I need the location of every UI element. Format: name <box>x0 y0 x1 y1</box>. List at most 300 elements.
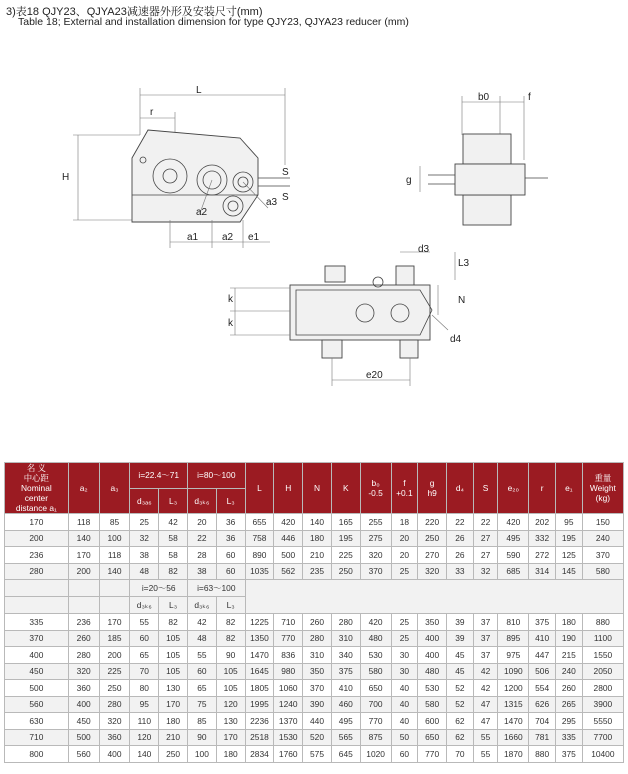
table-cell: 400 <box>418 630 447 647</box>
table-cell: 58 <box>159 530 188 547</box>
table-cell: 280 <box>68 647 99 664</box>
table-cell: 340 <box>331 647 360 664</box>
table-cell: 260 <box>303 614 332 631</box>
table-row <box>5 614 624 631</box>
table-cell: 270 <box>418 547 447 564</box>
sub-ratio-2: i=63～100 <box>187 580 245 597</box>
table-cell: 420 <box>274 514 303 531</box>
table-cell: 770 <box>360 713 391 730</box>
table-cell: 250 <box>418 530 447 547</box>
table-cell: 272 <box>529 547 556 564</box>
table-cell: 565 <box>331 729 360 746</box>
table-cell: 420 <box>360 614 391 631</box>
table-sub-header <box>5 580 624 614</box>
caption-chinese: 3)表18 QJY23、QJYA23减速器外形及安装尺寸(mm) <box>6 6 263 18</box>
table-cell: 120 <box>130 729 159 746</box>
table-cell: 140 <box>130 746 159 763</box>
table-cell: 118 <box>99 547 130 564</box>
table-cell: 895 <box>498 630 529 647</box>
header-weight: 重量 Weight (kg) <box>582 463 623 514</box>
table-cell: 530 <box>360 647 391 664</box>
table-cell: 170 <box>99 614 130 631</box>
label-S-upper: S <box>282 167 289 178</box>
table-cell: 800 <box>5 746 69 763</box>
header-a3: a₃ <box>99 463 130 514</box>
table-cell: 39 <box>447 614 474 631</box>
table-cell: 295 <box>555 713 582 730</box>
table-row <box>5 696 624 713</box>
label-b0: b0 <box>478 92 490 103</box>
table-cell: 20 <box>391 547 418 564</box>
table-cell: 25 <box>130 514 159 531</box>
table-cell: 280 <box>99 696 130 713</box>
label-S-lower: S <box>282 192 289 203</box>
table-cell: 480 <box>418 663 447 680</box>
table-cell: 85 <box>99 514 130 531</box>
table-row <box>5 680 624 697</box>
table-cell: 185 <box>99 630 130 647</box>
table-cell: 320 <box>360 547 391 564</box>
table-cell: 22 <box>447 514 474 531</box>
table-cell: 1470 <box>498 713 529 730</box>
label-d4: d4 <box>450 334 462 345</box>
table-cell: 1995 <box>245 696 274 713</box>
table-cell: 105 <box>216 680 245 697</box>
table-cell: 25 <box>391 563 418 580</box>
table-cell: 320 <box>68 663 99 680</box>
header-ratio-1: i=22.4～71 <box>130 463 188 489</box>
table-cell: 375 <box>555 746 582 763</box>
table-cell: 310 <box>331 630 360 647</box>
header-center-distance: 名 义 中心距 Nominal center distance a₁ <box>5 463 69 514</box>
table-cell: 125 <box>555 547 582 564</box>
table-cell: 275 <box>360 530 391 547</box>
table-cell: 1530 <box>274 729 303 746</box>
table-cell: 500 <box>68 729 99 746</box>
table-cell: 360 <box>68 680 99 697</box>
table-cell: 50 <box>391 729 418 746</box>
table-cell: 700 <box>360 696 391 713</box>
table-cell: 36 <box>216 530 245 547</box>
table-cell: 890 <box>245 547 274 564</box>
table-cell: 450 <box>68 713 99 730</box>
table-cell: 10400 <box>582 746 623 763</box>
table-cell: 225 <box>99 663 130 680</box>
table-cell: 375 <box>529 614 556 631</box>
table-cell: 7700 <box>582 729 623 746</box>
table-cell: 33 <box>447 563 474 580</box>
table-cell: 335 <box>555 729 582 746</box>
table-cell: 420 <box>498 514 529 531</box>
table-cell: 280 <box>5 563 69 580</box>
table-cell: 210 <box>303 547 332 564</box>
table-cell: 140 <box>303 514 332 531</box>
table-row <box>5 630 624 647</box>
table-cell: 650 <box>360 680 391 697</box>
label-a2: a2 <box>222 232 234 243</box>
table-cell: 85 <box>187 713 216 730</box>
sub-L3-b: L₃ <box>216 597 245 614</box>
header-d4: d₄ <box>447 463 474 514</box>
table-cell: 105 <box>159 630 188 647</box>
table-cell: 260 <box>555 680 582 697</box>
table-row <box>5 647 624 664</box>
table-cell: 170 <box>159 696 188 713</box>
table-cell: 704 <box>529 713 556 730</box>
table-cell: 42 <box>159 514 188 531</box>
header-d3-b: d₃ₖ₆ <box>187 488 216 514</box>
table-row <box>5 514 624 531</box>
table-cell: 370 <box>360 563 391 580</box>
table-cell: 60 <box>130 630 159 647</box>
table-cell: 30 <box>391 647 418 664</box>
table-cell: 65 <box>130 647 159 664</box>
table-cell: 170 <box>68 547 99 564</box>
table-cell: 1470 <box>245 647 274 664</box>
table-cell: 630 <box>5 713 69 730</box>
table-cell: 38 <box>187 563 216 580</box>
table-row <box>5 746 624 763</box>
table-cell: 560 <box>68 746 99 763</box>
table-cell: 55 <box>473 746 498 763</box>
table-cell: 220 <box>418 514 447 531</box>
label-a3-radial: a3 <box>266 197 278 208</box>
table-cell: 48 <box>130 563 159 580</box>
table-cell: 105 <box>216 663 245 680</box>
table-cell: 781 <box>529 729 556 746</box>
table-cell: 410 <box>331 680 360 697</box>
table-cell: 140 <box>68 530 99 547</box>
table-cell: 975 <box>498 647 529 664</box>
table-cell: 130 <box>159 680 188 697</box>
table-cell: 180 <box>303 530 332 547</box>
table-cell: 390 <box>303 696 332 713</box>
table-cell: 440 <box>303 713 332 730</box>
table-cell: 38 <box>130 547 159 564</box>
table-cell: 37 <box>473 630 498 647</box>
label-H: H <box>62 172 70 183</box>
table-cell: 95 <box>130 696 159 713</box>
table-cell: 562 <box>274 563 303 580</box>
table-cell: 495 <box>498 530 529 547</box>
table-cell: 650 <box>418 729 447 746</box>
table-cell: 500 <box>5 680 69 697</box>
table-cell: 575 <box>303 746 332 763</box>
table-cell: 500 <box>274 547 303 564</box>
table-cell: 370 <box>5 630 69 647</box>
table-cell: 27 <box>473 530 498 547</box>
table-cell: 560 <box>5 696 69 713</box>
table-cell: 1060 <box>274 680 303 697</box>
table-cell: 5550 <box>582 713 623 730</box>
table-cell: 480 <box>360 630 391 647</box>
table-cell: 810 <box>498 614 529 631</box>
header-r: r <box>529 463 556 514</box>
table-cell: 450 <box>5 663 69 680</box>
table-cell: 82 <box>216 614 245 631</box>
table-cell: 770 <box>274 630 303 647</box>
header-d3-a: d₃ₐ₆ <box>130 488 159 514</box>
header-H: H <box>274 463 303 514</box>
table-cell: 335 <box>5 614 69 631</box>
table-cell: 1200 <box>498 680 529 697</box>
table-row <box>5 530 624 547</box>
table-cell: 40 <box>391 680 418 697</box>
table-cell: 530 <box>418 680 447 697</box>
sub-d3-a: d₃ₖ₆ <box>130 597 159 614</box>
table-cell: 26 <box>447 547 474 564</box>
table-cell: 446 <box>274 530 303 547</box>
table-cell: 320 <box>418 563 447 580</box>
table-cell: 100 <box>187 746 216 763</box>
table-row <box>5 663 624 680</box>
header-b0: b₀ -0.5 <box>360 463 391 514</box>
table-cell: 36 <box>216 514 245 531</box>
table-cell: 240 <box>555 663 582 680</box>
table-cell: 60 <box>216 563 245 580</box>
table-cell: 1090 <box>498 663 529 680</box>
table-cell: 22 <box>473 514 498 531</box>
table-cell: 60 <box>216 547 245 564</box>
table-cell: 350 <box>418 614 447 631</box>
label-g: g <box>406 175 412 186</box>
table-cell: 60 <box>187 663 216 680</box>
table-cell: 180 <box>555 614 582 631</box>
table-cell: 260 <box>68 630 99 647</box>
table-cell: 1550 <box>582 647 623 664</box>
label-k-upper: k <box>228 294 233 305</box>
table-cell: 70 <box>447 746 474 763</box>
table-cell: 314 <box>529 563 556 580</box>
table-cell: 2518 <box>245 729 274 746</box>
table-cell: 506 <box>529 663 556 680</box>
table-cell: 250 <box>159 746 188 763</box>
table-cell: 39 <box>447 630 474 647</box>
table-cell: 40 <box>391 713 418 730</box>
table-cell: 350 <box>303 663 332 680</box>
table-cell: 590 <box>498 547 529 564</box>
table-cell: 875 <box>360 729 391 746</box>
table-cell: 655 <box>245 514 274 531</box>
label-L3: L3 <box>458 258 470 269</box>
table-cell: 600 <box>418 713 447 730</box>
table-cell: 1350 <box>245 630 274 647</box>
table-cell: 48 <box>187 630 216 647</box>
table-cell: 375 <box>331 663 360 680</box>
header-f: f +0.1 <box>391 463 418 514</box>
header-L3-a: L₃ <box>159 488 188 514</box>
table-cell: 105 <box>159 647 188 664</box>
table-cell: 770 <box>418 746 447 763</box>
table-row <box>5 547 624 564</box>
table-cell: 200 <box>99 647 130 664</box>
table-cell: 3900 <box>582 696 623 713</box>
table-cell: 45 <box>447 663 474 680</box>
table-cell: 25 <box>391 630 418 647</box>
table-cell: 240 <box>582 530 623 547</box>
table-cell: 118 <box>68 514 99 531</box>
table-row <box>5 713 624 730</box>
table-cell: 90 <box>187 729 216 746</box>
table-cell: 580 <box>418 696 447 713</box>
table-cell: 1225 <box>245 614 274 631</box>
header-L: L <box>245 463 274 514</box>
table-cell: 1805 <box>245 680 274 697</box>
table-cell: 80 <box>130 680 159 697</box>
table-cell: 280 <box>331 614 360 631</box>
header-K: K <box>331 463 360 514</box>
label-L: L <box>196 85 202 96</box>
table-cell: 47 <box>473 696 498 713</box>
table-cell: 447 <box>529 647 556 664</box>
header-N: N <box>303 463 332 514</box>
table-cell: 520 <box>303 729 332 746</box>
table-cell: 710 <box>274 614 303 631</box>
table-cell: 400 <box>99 746 130 763</box>
table-cell: 1870 <box>498 746 529 763</box>
table-cell: 55 <box>473 729 498 746</box>
table-cell: 40 <box>391 696 418 713</box>
table-cell: 52 <box>447 696 474 713</box>
table-cell: 410 <box>529 630 556 647</box>
table-cell: 26 <box>447 530 474 547</box>
table-cell: 42 <box>473 663 498 680</box>
table-cell: 95 <box>555 514 582 531</box>
table-cell: 495 <box>331 713 360 730</box>
table-cell: 1240 <box>274 696 303 713</box>
table-body-upper <box>5 514 624 580</box>
table-cell: 1100 <box>582 630 623 647</box>
table-row <box>5 563 624 580</box>
top-view <box>228 244 470 386</box>
table-cell: 62 <box>447 713 474 730</box>
table-cell: 280 <box>303 630 332 647</box>
table-cell: 310 <box>303 647 332 664</box>
caption-english: Table 18; External and installation dimension for type QJY23, QJYA23 reducer (mm) <box>18 16 409 28</box>
table-cell: 2834 <box>245 746 274 763</box>
table-cell: 236 <box>5 547 69 564</box>
table-cell: 180 <box>159 713 188 730</box>
sub-ratio-1: i=20～56 <box>130 580 188 597</box>
table-cell: 320 <box>99 713 130 730</box>
table-cell: 20 <box>391 530 418 547</box>
label-a2-radial: a2 <box>196 207 208 218</box>
table-row <box>5 729 624 746</box>
table-cell: 190 <box>555 630 582 647</box>
table-cell: 25 <box>391 614 418 631</box>
table-cell: 37 <box>473 647 498 664</box>
table-cell: 82 <box>159 614 188 631</box>
table-cell: 580 <box>360 663 391 680</box>
header-g: g h9 <box>418 463 447 514</box>
table-cell: 45 <box>447 647 474 664</box>
table-cell: 626 <box>529 696 556 713</box>
table-cell: 645 <box>331 746 360 763</box>
table-cell: 1660 <box>498 729 529 746</box>
table-cell: 215 <box>555 647 582 664</box>
table-cell: 400 <box>68 696 99 713</box>
sub-L3-a: L₃ <box>159 597 188 614</box>
table-cell: 70 <box>130 663 159 680</box>
header-ratio-2: i=80～100 <box>187 463 245 489</box>
table-cell: 880 <box>529 746 556 763</box>
table-cell: 1760 <box>274 746 303 763</box>
table-cell: 42 <box>473 680 498 697</box>
table-cell: 62 <box>447 729 474 746</box>
table-cell: 360 <box>99 729 130 746</box>
table-cell: 236 <box>68 614 99 631</box>
table-cell: 202 <box>529 514 556 531</box>
table-cell: 235 <box>303 563 332 580</box>
table-cell: 332 <box>529 530 556 547</box>
table-cell: 1370 <box>274 713 303 730</box>
front-view <box>62 85 290 248</box>
table-cell: 58 <box>159 547 188 564</box>
table-cell: 758 <box>245 530 274 547</box>
table-cell: 110 <box>130 713 159 730</box>
header-S: S <box>473 463 498 514</box>
table-cell: 32 <box>473 563 498 580</box>
table-cell: 370 <box>582 547 623 564</box>
table-cell: 170 <box>216 729 245 746</box>
label-d3: d3 <box>418 244 430 255</box>
label-e20: e20 <box>366 370 383 381</box>
table-cell: 82 <box>159 563 188 580</box>
header-e1: e₁ <box>555 463 582 514</box>
table-cell: 60 <box>391 746 418 763</box>
table-cell: 265 <box>555 696 582 713</box>
table-cell: 120 <box>216 696 245 713</box>
table-cell: 225 <box>331 547 360 564</box>
header-L3-b: L₃ <box>216 488 245 514</box>
table-cell: 880 <box>582 614 623 631</box>
header-e20: e₂₀ <box>498 463 529 514</box>
table-cell: 42 <box>187 614 216 631</box>
table-cell: 200 <box>5 530 69 547</box>
table-cell: 55 <box>130 614 159 631</box>
table-cell: 2236 <box>245 713 274 730</box>
table-cell: 65 <box>187 680 216 697</box>
table-cell: 52 <box>447 680 474 697</box>
table-cell: 370 <box>303 680 332 697</box>
table-cell: 710 <box>5 729 69 746</box>
table-cell: 20 <box>187 514 216 531</box>
table-cell: 165 <box>331 514 360 531</box>
table-cell: 75 <box>187 696 216 713</box>
table-cell: 145 <box>555 563 582 580</box>
table-cell: 460 <box>331 696 360 713</box>
table-cell: 1315 <box>498 696 529 713</box>
table-cell: 55 <box>187 647 216 664</box>
table-cell: 100 <box>99 530 130 547</box>
table-cell: 27 <box>473 547 498 564</box>
table-cell: 1645 <box>245 663 274 680</box>
table-cell: 2050 <box>582 663 623 680</box>
header-a2: a₂ <box>68 463 99 514</box>
table-cell: 105 <box>159 663 188 680</box>
table-cell: 685 <box>498 563 529 580</box>
table-body-lower <box>5 614 624 763</box>
table-cell: 1020 <box>360 746 391 763</box>
dimension-drawing <box>0 30 628 435</box>
table-cell: 47 <box>473 713 498 730</box>
table-cell: 28 <box>187 547 216 564</box>
table-cell: 140 <box>99 563 130 580</box>
table-cell: 90 <box>216 647 245 664</box>
table-cell: 180 <box>216 746 245 763</box>
table-cell: 255 <box>360 514 391 531</box>
table-cell: 210 <box>159 729 188 746</box>
